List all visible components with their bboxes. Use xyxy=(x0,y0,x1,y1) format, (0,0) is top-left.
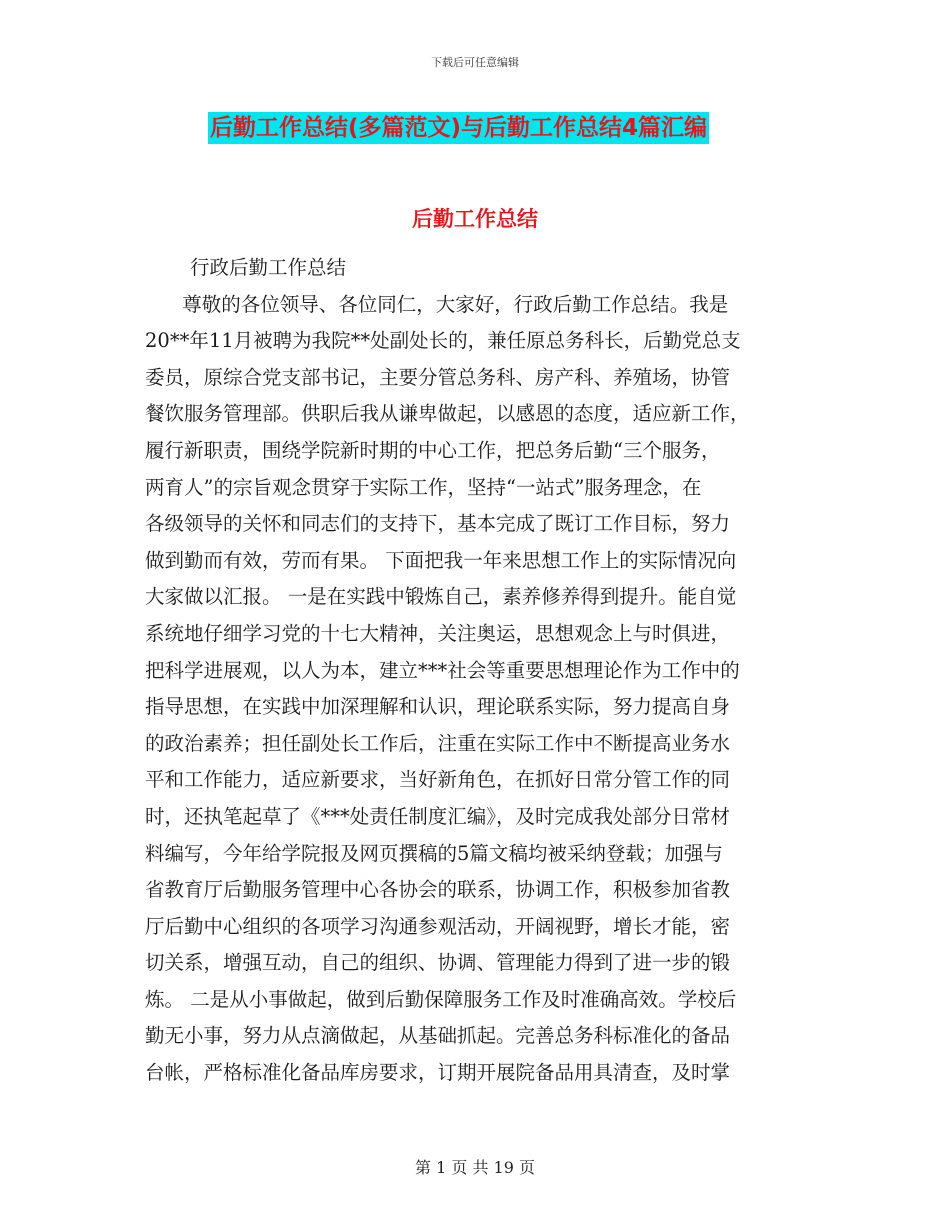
body-line: 台帐，严格标准化备品库房要求，订期开展院备品用具清查，及时掌 xyxy=(145,1061,731,1085)
body-line: 指导思想，在实践中加深理解和认识，理论联系实际，努力提高自身 xyxy=(145,695,731,719)
body-line: 的政治素养；担任副处长工作后，注重在实际工作中不断提高业务水 xyxy=(145,731,731,755)
body-paragraph xyxy=(145,287,805,1092)
subtitle: 行政后勤工作总结 xyxy=(190,256,347,279)
body-line: 餐饮服务管理部。供职后我从谦卑做起，以感恩的态度，适应新工作， xyxy=(145,402,750,426)
body-line: 勤无小事，努力从点滴做起，从基础抓起。完善总务科标准化的备品 xyxy=(145,1024,731,1048)
body-line: 履行新职责，围绕学院新时期的中心工作，把总务后勤“三个服务， xyxy=(145,438,721,462)
body-line: 时，还执笔起草了《***处责任制度汇编》，及时完成我处部分日常材 xyxy=(145,804,731,828)
body-line: 委员，原综合党支部书记，主要分管总务科、房产科、养殖场，协管 xyxy=(145,365,731,389)
body-line: 系统地仔细学习党的十七大精神，关注奥运，思想观念上与时俱进， xyxy=(145,621,731,645)
section-title: 后勤工作总结 xyxy=(412,207,538,231)
body-line: 尊敬的各位领导、各位同仁，大家好，行政后勤工作总结。我是 xyxy=(145,292,729,316)
body-line: 厅后勤中心组织的各项学习沟通参观活动，开阔视野，增长才能，密 xyxy=(145,914,731,938)
body-line: 20**年11月被聘为我院**处副处长的，兼任原总务科长，后勤党总支 xyxy=(145,329,741,353)
body-line: 把科学进展观，以人为本，建立***社会等重要思想理论作为工作中的 xyxy=(145,658,740,682)
body-line: 切关系，增强互动，自己的组织、协调、管理能力得到了进一步的锻 xyxy=(145,951,731,975)
body-line: 炼。 二是从小事做起，做到后勤保障服务工作及时准确高效。学校后 xyxy=(145,987,737,1011)
body-line: 两育人”的宗旨观念贯穿于实际工作，坚持“一站式”服务理念，在 xyxy=(145,475,702,499)
body-line: 大家做以汇报。 一是在实践中锻炼自己，素养修养得到提升。能自觉 xyxy=(145,585,737,609)
body-line: 做到勤而有效，劳而有果。 下面把我一年来思想工作上的实际情况向 xyxy=(145,548,737,572)
body-line: 各级领导的关怀和同志们的支持下，基本完成了既订工作目标，努力 xyxy=(145,512,731,536)
header-note: 下载后可任意编辑 xyxy=(431,56,519,69)
body-line: 省教育厅后勤服务管理中心各协会的联系，协调工作，积极参加省教 xyxy=(145,878,731,902)
body-line: 料编写，今年给学院报及网页撰稿的5篇文稿均被采纳登载；加强与 xyxy=(145,841,723,865)
page-number: 第 1 页 共 19 页 xyxy=(415,1158,535,1177)
document-title: 后勤工作总结(多篇范文)与后勤工作总结4篇汇编 xyxy=(208,112,709,144)
document-body xyxy=(145,250,805,1092)
body-line: 平和工作能力，适应新要求，当好新角色，在抓好日常分管工作的同 xyxy=(145,768,731,792)
